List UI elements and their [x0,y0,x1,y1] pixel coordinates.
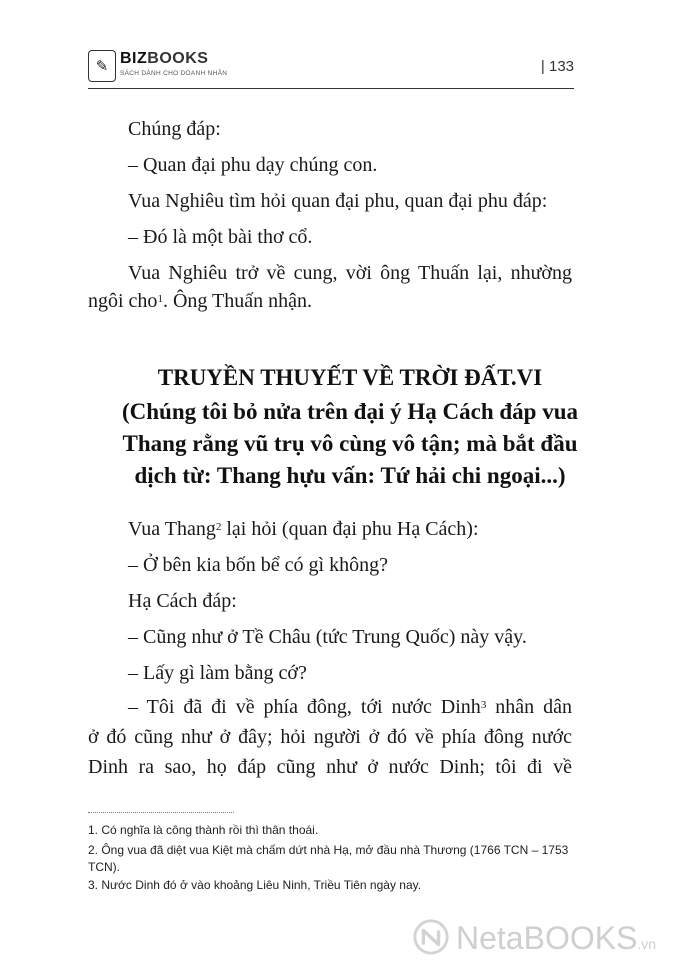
footnote-ref: 3 [480,699,487,711]
paragraph: Dinh ra sao, họ đáp cũng như ở nước Dinh; tôi đi về [88,756,572,778]
footnote-divider [88,812,234,813]
watermark-text: NetaBOOKS.vn [456,920,657,956]
paragraph: – Cũng như ở Tề Châu (tức Trung Quốc) này vậy. [128,626,527,648]
section-subtitle: Thang rằng vũ trụ vô cùng vô tận; mà bắt đầu [122,431,578,456]
paragraph: Vua Nghiêu tìm hỏi quan đại phu, quan đại phu đáp: [128,190,548,212]
paragraph: – Tôi đã đi về phía đông, tới nước Dinh$^3$ nhân dân [128,696,572,718]
paragraph: – Đó là một bài thơ cổ. [128,226,313,248]
paragraph: – Quan đại phu dạy chúng con. [128,154,378,176]
brand-tagline: SÁCH DÀNH CHO DOANH NHÂN [120,70,228,77]
netabooks-logo-icon [412,918,450,956]
page-header [88,48,574,89]
paragraph: – Lấy gì làm bằng cớ? [128,662,307,684]
section-subtitle: (Chúng tôi bỏ nửa trên đại ý Hạ Cách đáp vua [121,399,578,424]
footnote: 1. Có nghĩa là công thành rồi thì thân thoái. [88,823,319,837]
paragraph: Vua Nghiêu trở về cung, vời ông Thuấn lại, nhường [128,262,572,284]
section-subtitle: dịch từ: Thang hựu vấn: Tứ hải chi ngoại...) [134,463,566,488]
section-title: TRUYỀN THUYẾT VỀ TRỜI ĐẤT.VI [157,365,543,390]
footnote: 2. Ông vua đã diệt vua Kiệt mà chấm dứt nhà Hạ, mở đầu nhà Thương (1766 TCN – 1753 [88,843,569,857]
brand-name: BIZBOOKS [120,50,209,67]
paragraph: ở đó cũng như ở đây; hỏi người ở đó về phía đông nước [88,726,572,748]
footnote: 3. Nước Dinh đó ở vào khoảng Liêu Ninh, Triều Tiên ngày nay. [88,878,422,892]
paragraph: Chúng đáp: [128,118,221,140]
paragraph: Hạ Cách đáp: [128,590,237,612]
paragraph: – Ở bên kia bốn bể có gì không? [128,554,388,576]
paragraph: ngôi cho$^1$. Ông Thuấn nhận. [88,290,312,312]
footnote: TCN). [88,860,120,874]
bizbooks-logo-icon: ✎ [88,50,116,82]
footnote-ref: 2 [215,521,222,533]
footnote-ref: 1 [157,293,163,305]
paragraph: Vua Thang$^2$ lại hỏi (quan đại phu Hạ Cách): [128,518,479,540]
page-number: | 133 [540,58,574,75]
